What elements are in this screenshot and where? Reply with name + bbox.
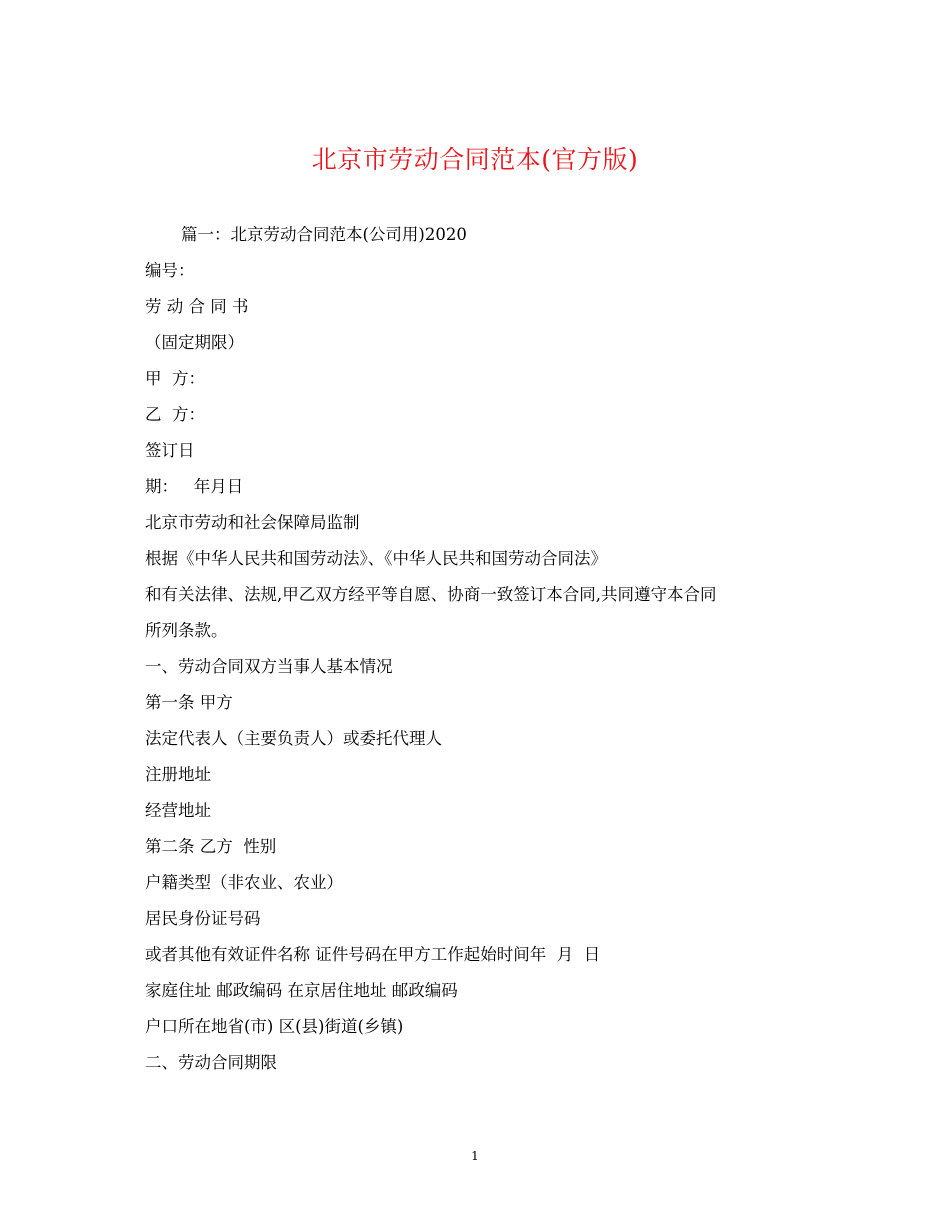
- document-title: 北京市劳动合同范本(官方版): [311, 145, 639, 174]
- text-line: 期： 年月日: [145, 477, 244, 496]
- text-line: 劳 动 合 同 书: [145, 297, 249, 316]
- text-line: 北京市劳动和社会保障局监制: [145, 513, 360, 532]
- text-line: 注册地址: [145, 765, 211, 784]
- page-number: 1: [471, 1149, 479, 1163]
- text-line: 户籍类型（非农业、农业）: [145, 873, 343, 892]
- text-line: （固定期限）: [145, 333, 244, 352]
- text-line: 户口所在地省(市) 区(县)街道(乡镇): [145, 1017, 404, 1036]
- text-line: 二、劳动合同期限: [145, 1053, 277, 1072]
- text-line: 或者其他有效证件名称 证件号码在甲方工作起始时间年 月 日: [145, 945, 601, 964]
- text-line: 和有关法律、法规,甲乙双方经平等自愿、协商一致签订本合同,共同遵守本合同: [145, 585, 717, 604]
- text-line: 编号：: [145, 261, 195, 280]
- text-line: 法定代表人（主要负责人）或委托代理人: [145, 729, 442, 748]
- text-line: 甲 方：: [145, 369, 205, 388]
- document-body: [145, 217, 815, 1081]
- text-line: 经营地址: [145, 801, 211, 820]
- text-line: 第一条 甲方: [145, 693, 233, 712]
- section-heading: 篇一：北京劳动合同范本(公司用)2020: [181, 225, 467, 244]
- text-line: 乙 方：: [145, 405, 205, 424]
- text-line: 居民身份证号码: [145, 909, 261, 928]
- text-line: 根据《中华人民共和国劳动法》、《中华人民共和国劳动合同法》: [145, 549, 607, 568]
- text-line: 所列条款。: [145, 621, 228, 640]
- text-line: 第二条 乙方 性别: [145, 837, 277, 856]
- text-line: 一、劳动合同双方当事人基本情况: [145, 657, 393, 676]
- text-line: 家庭住址 邮政编码 在京居住地址 邮政编码: [145, 981, 458, 1000]
- text-line: 签订日: [145, 441, 195, 460]
